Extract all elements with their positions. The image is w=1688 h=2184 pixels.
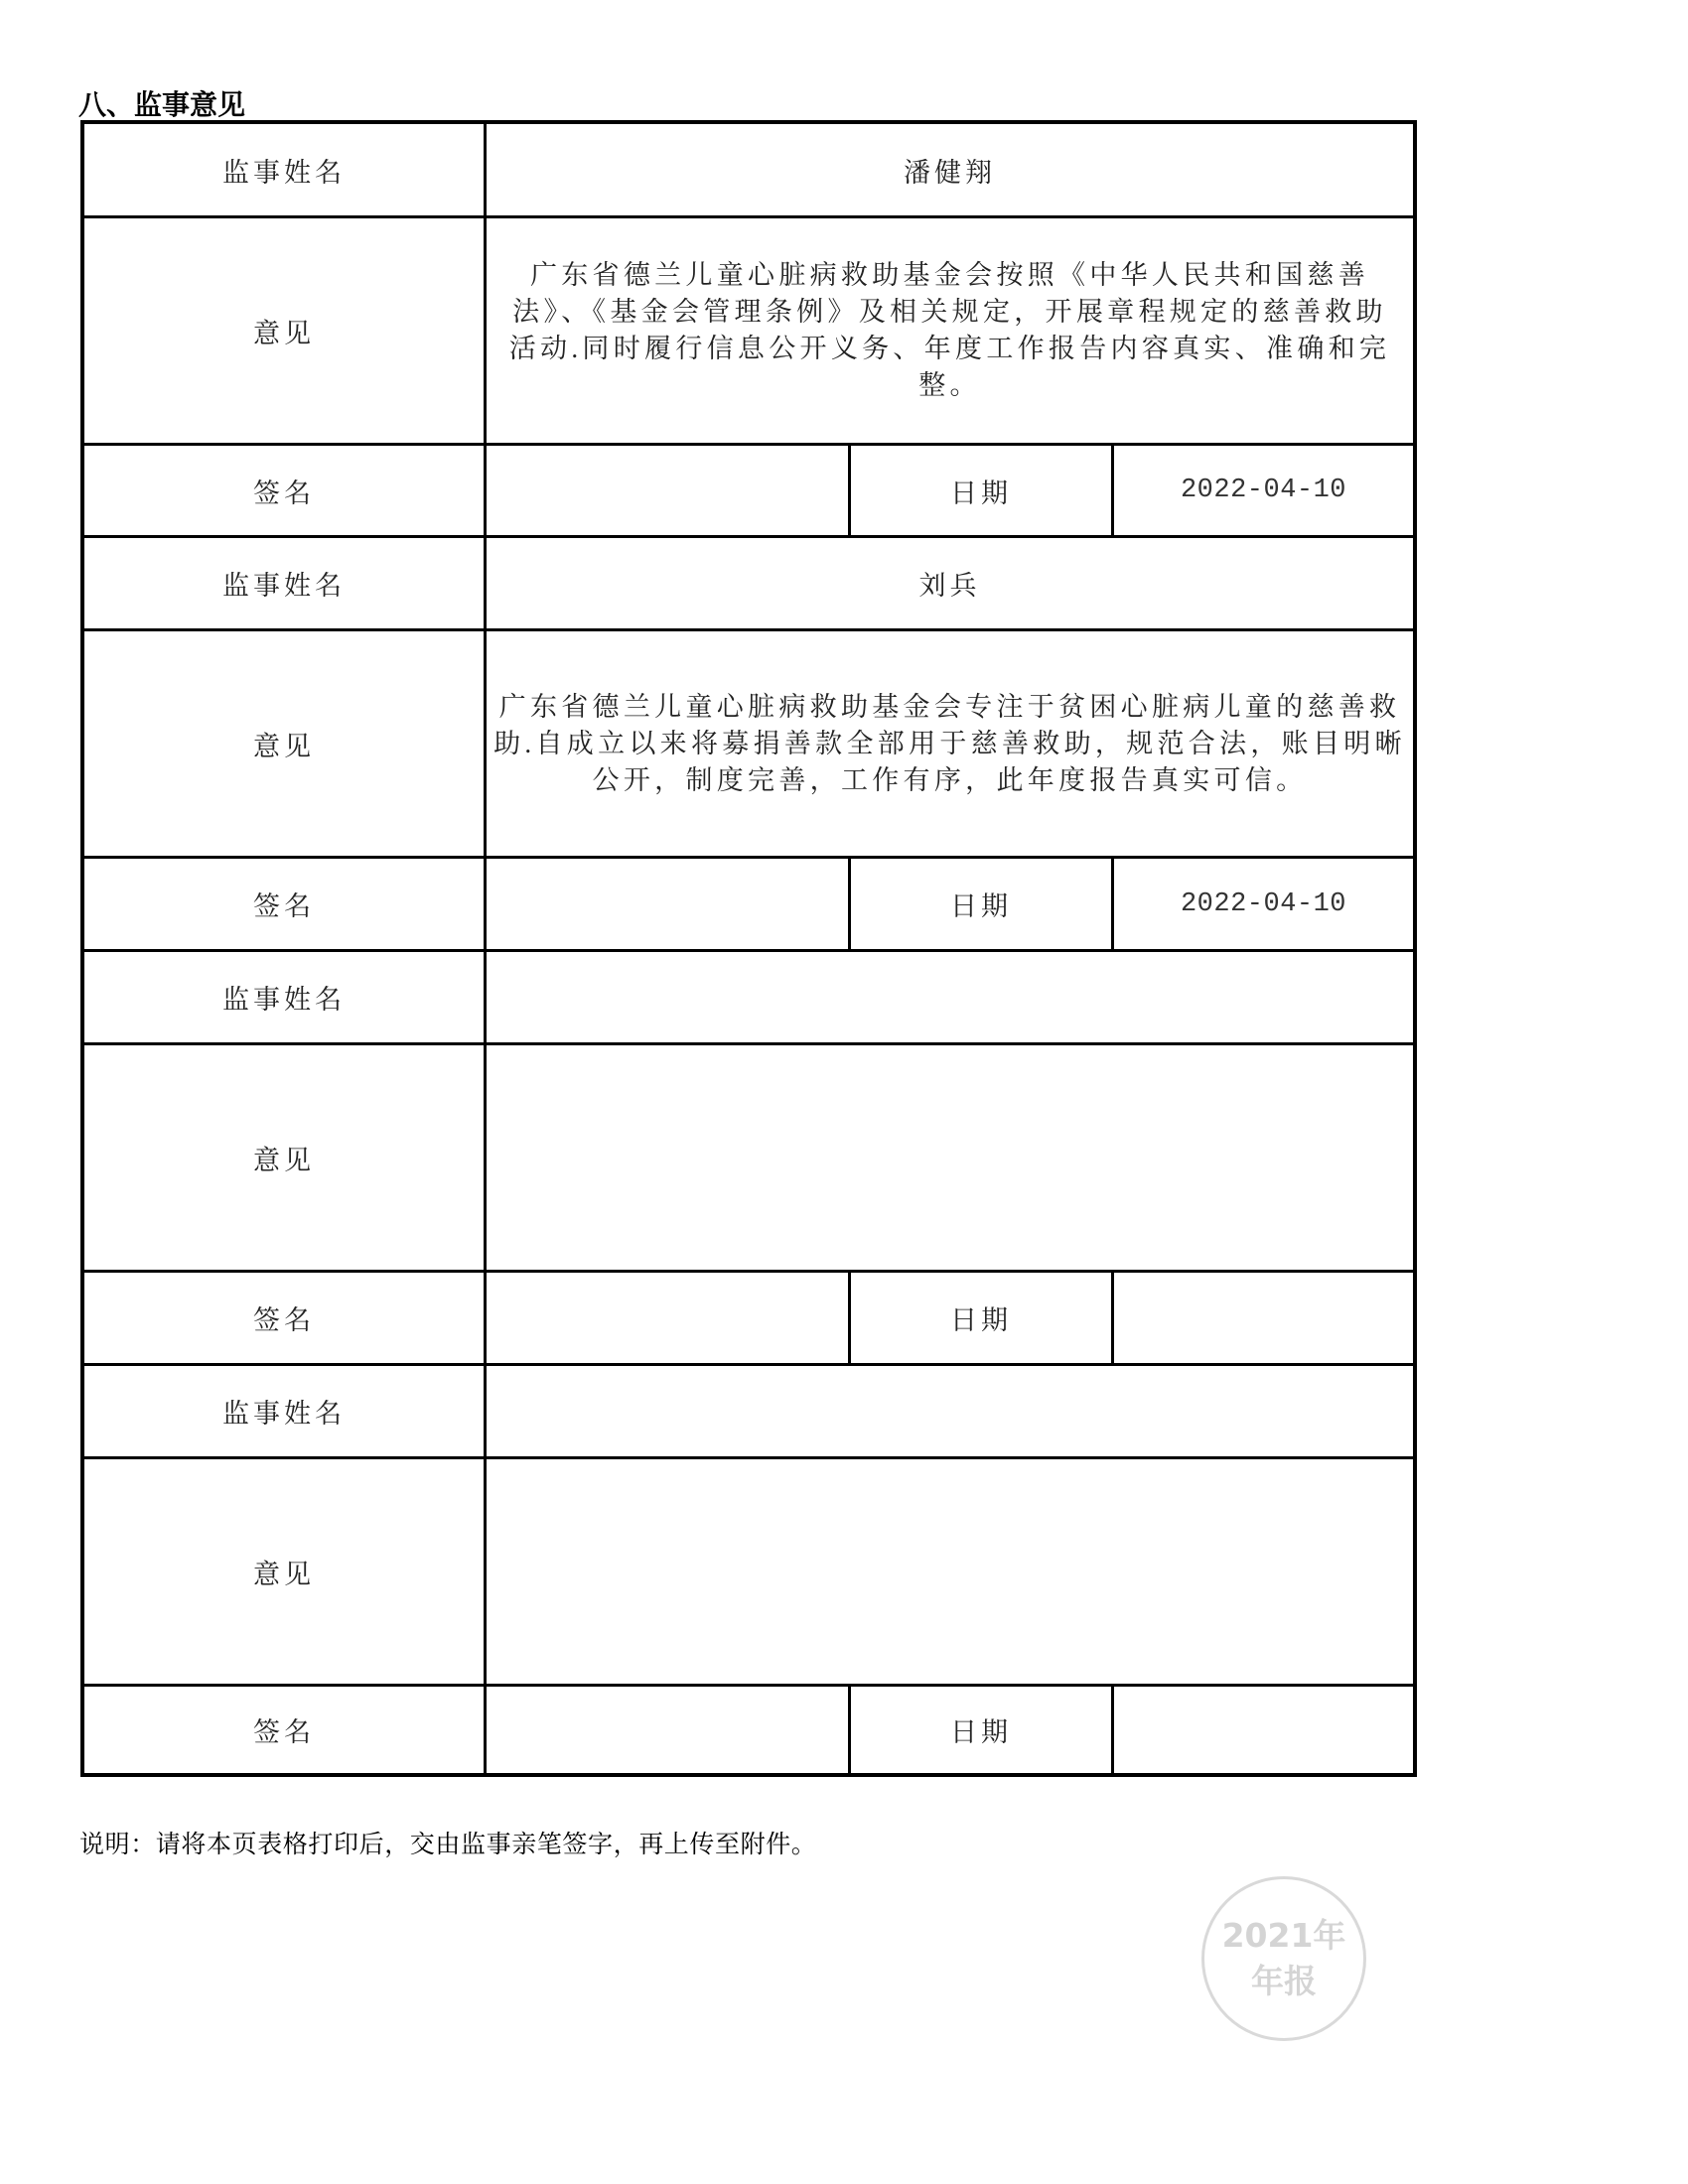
opinion-line: 活动.同时履行信息公开义务、年度工作报告内容真实、准确和完 (508, 334, 1391, 363)
signature-field[interactable] (487, 446, 848, 535)
opinion-label: 意见 (253, 1559, 315, 1589)
signature-label: 签名 (253, 1305, 315, 1335)
stamp-report-text: 年报 (1251, 1962, 1317, 2000)
supervisor-name-label: 监事姓名 (222, 157, 346, 188)
opinion-text (487, 218, 1413, 443)
supervisor-name-label: 监事姓名 (222, 985, 346, 1015)
opinion-text (487, 631, 1413, 856)
supervisor-name-value[interactable] (487, 952, 1413, 1042)
supervisor-name-value: 刘兵 (918, 571, 981, 601)
date-value: 2022-04-10 (1180, 476, 1347, 505)
signature-label: 签名 (253, 891, 315, 921)
date-label: 日期 (950, 891, 1012, 921)
supervisor-name-label: 监事姓名 (222, 1399, 346, 1429)
opinion-label: 意见 (253, 1145, 315, 1175)
date-value: 2022-04-10 (1180, 888, 1347, 919)
supervisor-name-value[interactable] (487, 1366, 1413, 1456)
signature-label: 签名 (253, 478, 315, 508)
section-title: 八、监事意见 (78, 88, 246, 121)
signature-field[interactable] (487, 1687, 848, 1773)
signature-label: 签名 (253, 1717, 315, 1747)
annual-report-watermark-stamp (1201, 1876, 1366, 2041)
opinion-text[interactable] (487, 1459, 1413, 1684)
opinion-line: 助.自成立以来将募捐善款全部用于慈善救助，规范合法，账目明晰 (493, 728, 1406, 758)
opinion-line: 公开，制度完善，工作有序，此年度报告真实可信。 (592, 764, 1308, 795)
opinion-label: 意见 (253, 318, 315, 348)
signature-field[interactable] (487, 1273, 848, 1363)
supervisor-opinion-table (80, 120, 1417, 1777)
date-label: 日期 (950, 478, 1012, 508)
instruction-note: 说明：请将本页表格打印后，交由监事亲笔签字，再上传至附件。 (79, 1830, 817, 1858)
supervisor-name-label: 监事姓名 (222, 571, 346, 601)
opinion-line: 广东省德兰儿童心脏病救助基金会按照《中华人民共和国慈善 (529, 260, 1370, 290)
date-label: 日期 (950, 1717, 1012, 1747)
date-value[interactable] (1114, 1687, 1413, 1773)
opinion-line: 法》、《基金会管理条例》及相关规定，开展章程规定的慈善救助 (512, 297, 1387, 327)
stamp-year-text: 2021年 (1221, 1916, 1346, 1955)
signature-field[interactable] (487, 859, 848, 949)
opinion-line: 广东省德兰儿童心脏病救助基金会专注于贫困心脏病儿童的慈善救 (498, 691, 1401, 722)
opinion-text[interactable] (487, 1045, 1413, 1270)
supervisor-name-value: 潘健翔 (904, 157, 996, 188)
opinion-label: 意见 (253, 731, 315, 761)
opinion-line: 整。 (918, 370, 981, 400)
date-label: 日期 (950, 1305, 1012, 1335)
date-value[interactable] (1114, 1273, 1413, 1363)
